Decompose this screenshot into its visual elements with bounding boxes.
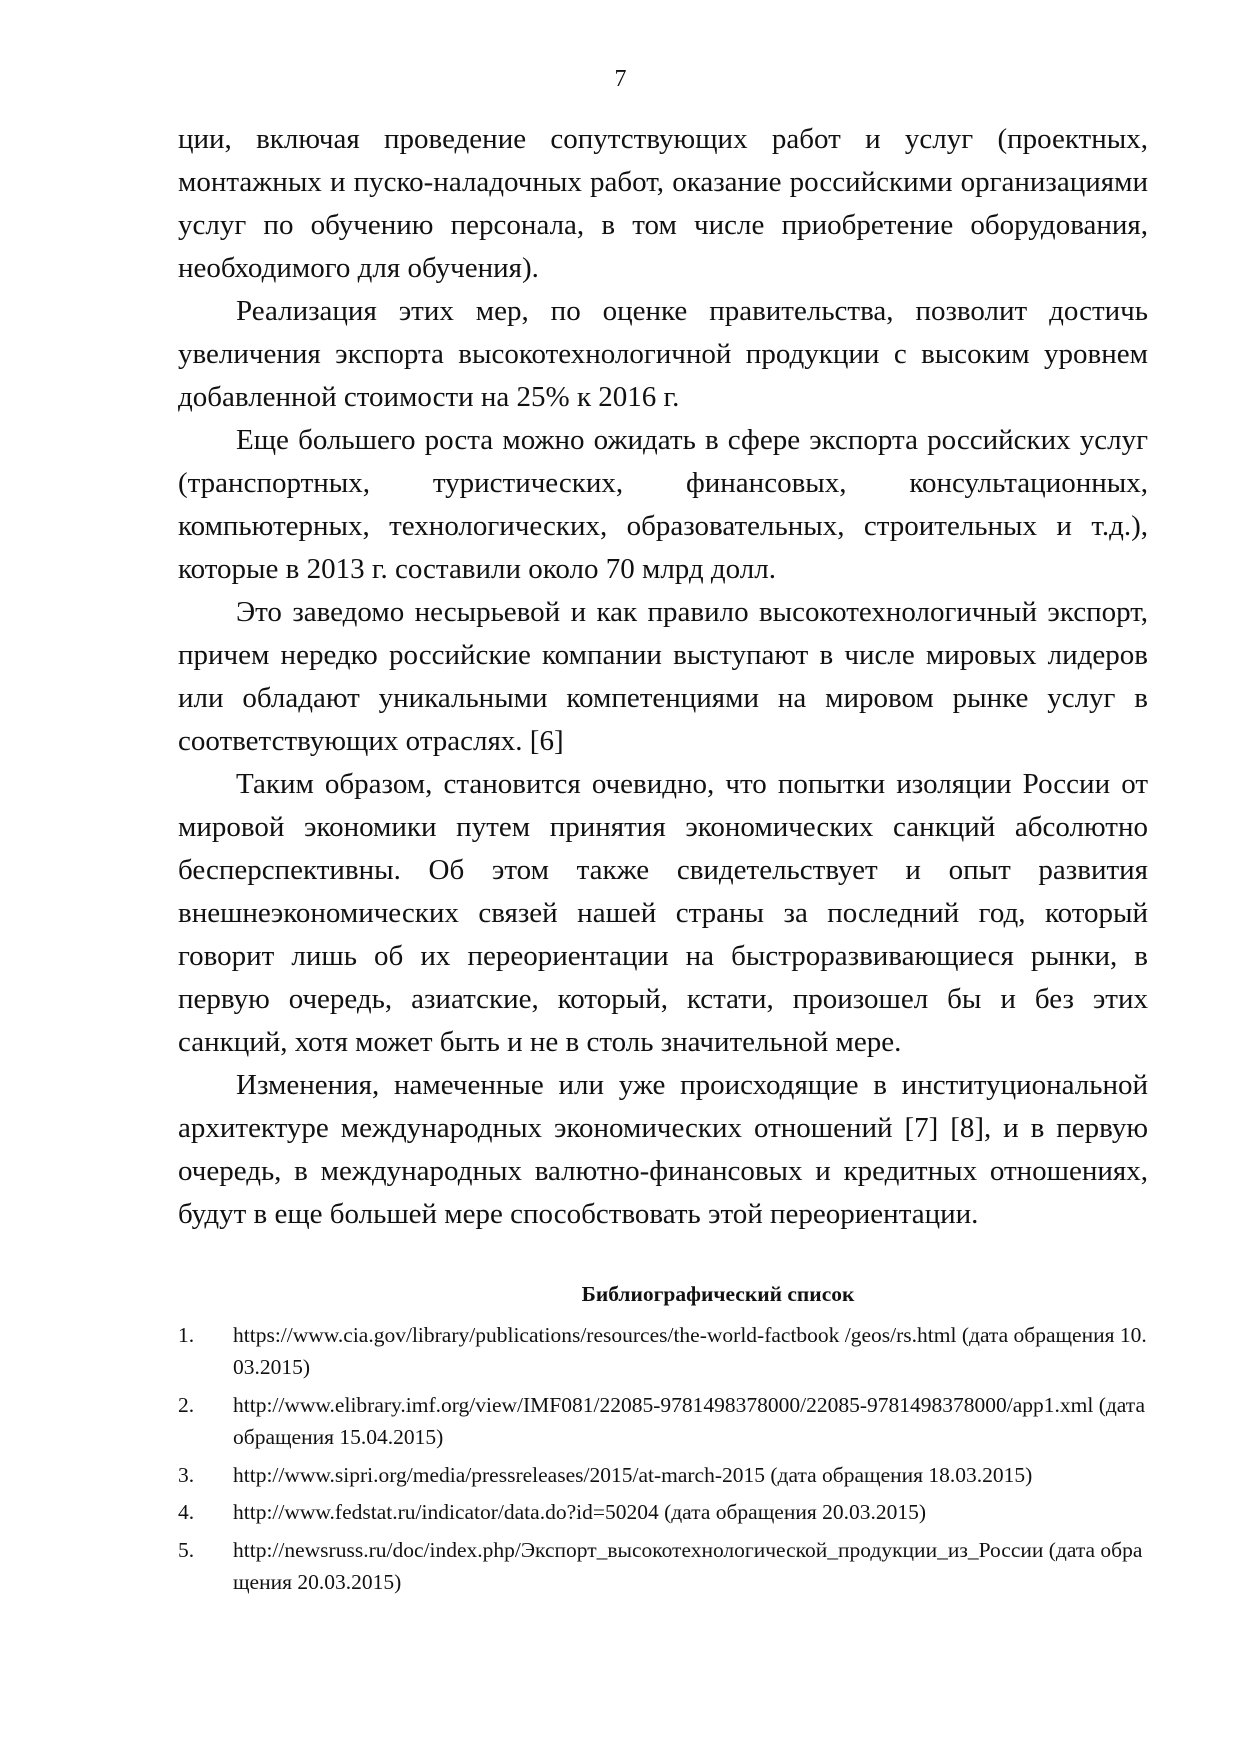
bibliography-item	[178, 1534, 1148, 1599]
bibliography-item	[178, 1319, 1148, 1384]
bibliography-item-number: 3.	[178, 1462, 195, 1487]
bibliography-item	[178, 1496, 1148, 1529]
page-number: 7	[614, 66, 627, 92]
paragraph: Изменения, намеченные или уже происходящие в институциональной архитектуре международных экономических отношений [7] [8], и в первую очередь, в международных валютно-финансовых и кредитных отношениях, будут в еще большей мере способствовать этой переориентации.	[178, 1069, 1148, 1230]
paragraph: Еще большего роста можно ожидать в сфере экспорта российских услуг (транспортных, туристических, финансовых, консультационных, компьютерных, технологических, образовательных, строительных и т.д.), которые в 2013 г. составили около 70 млрд долл.	[178, 424, 1148, 585]
paragraph: Таким образом, становится очевидно, что попытки изоляции России от мировой экономики путем принятия экономических санкций абсолютно бесперспективны. Об этом также свидетельствует и опыт развития внешнеэкономических связей нашей страны за последний год, который говорит лишь об их переориентации на быстроразвивающиеся рынки, в первую очередь, азиатские, который, кстати, произошел бы и без этих санкций, хотя может быть и не в столь значительной мере.	[178, 768, 1148, 1058]
bibliography-item-text: https://www.cia.gov/library/publications/resources/the-world-factbook /geos/rs.html (дата обращения 10.03.2015)	[233, 1322, 1147, 1379]
bibliography-item	[178, 1389, 1148, 1454]
bibliography-item	[178, 1459, 1148, 1492]
bibliography-item-text: http://newsruss.ru/doc/index.php/Экспорт_высокотехнологической_продукции_из_России (дата обращения 20.03.2015)	[233, 1537, 1143, 1594]
paragraph: Это заведомо несырьевой и как правило высокотехнологичный экспорт, причем нередко российские компании выступают в числе мировых лидеров или обладают уникальными компетенциями на мировом рынке услуг в соответствующих отраслях. [6]	[178, 596, 1148, 757]
body-text	[178, 118, 1148, 1236]
paragraph: Реализация этих мер, по оценке правительства, позволит достичь увеличения экспорта высокотехнологичной продукции с высоким уровнем добавленной стоимости на 25% к 2016 г.	[178, 295, 1148, 413]
bibliography-item-number: 2.	[178, 1392, 195, 1417]
bibliography	[178, 1278, 1148, 1604]
paragraph-continuation: ции, включая проведение сопутствующих работ и услуг (проектных, монтажных и пуско-наладочных работ, оказание российскими организациями услуг по обучению персонала, в том числе приобретение оборудования, необходимого для обучения).	[178, 123, 1148, 284]
bibliography-item-text: http://www.fedstat.ru/indicator/data.do?id=50204 (дата обращения 20.03.2015)	[233, 1500, 927, 1524]
bibliography-item-text: http://www.elibrary.imf.org/view/IMF081/22085-9781498378000/22085-9781498378000/app1.xml (дата обращения 15.04.2015)	[233, 1392, 1145, 1449]
bibliography-list	[178, 1319, 1148, 1599]
bibliography-item-text: http://www.sipri.org/media/pressreleases/2015/at-march-2015 (дата обращения 18.03.2015)	[233, 1462, 1033, 1487]
bibliography-item-number: 1.	[178, 1322, 195, 1347]
bibliography-item-number: 4.	[178, 1500, 195, 1524]
bibliography-title: Библиографический список	[581, 1282, 855, 1306]
bibliography-item-number: 5.	[178, 1537, 195, 1562]
